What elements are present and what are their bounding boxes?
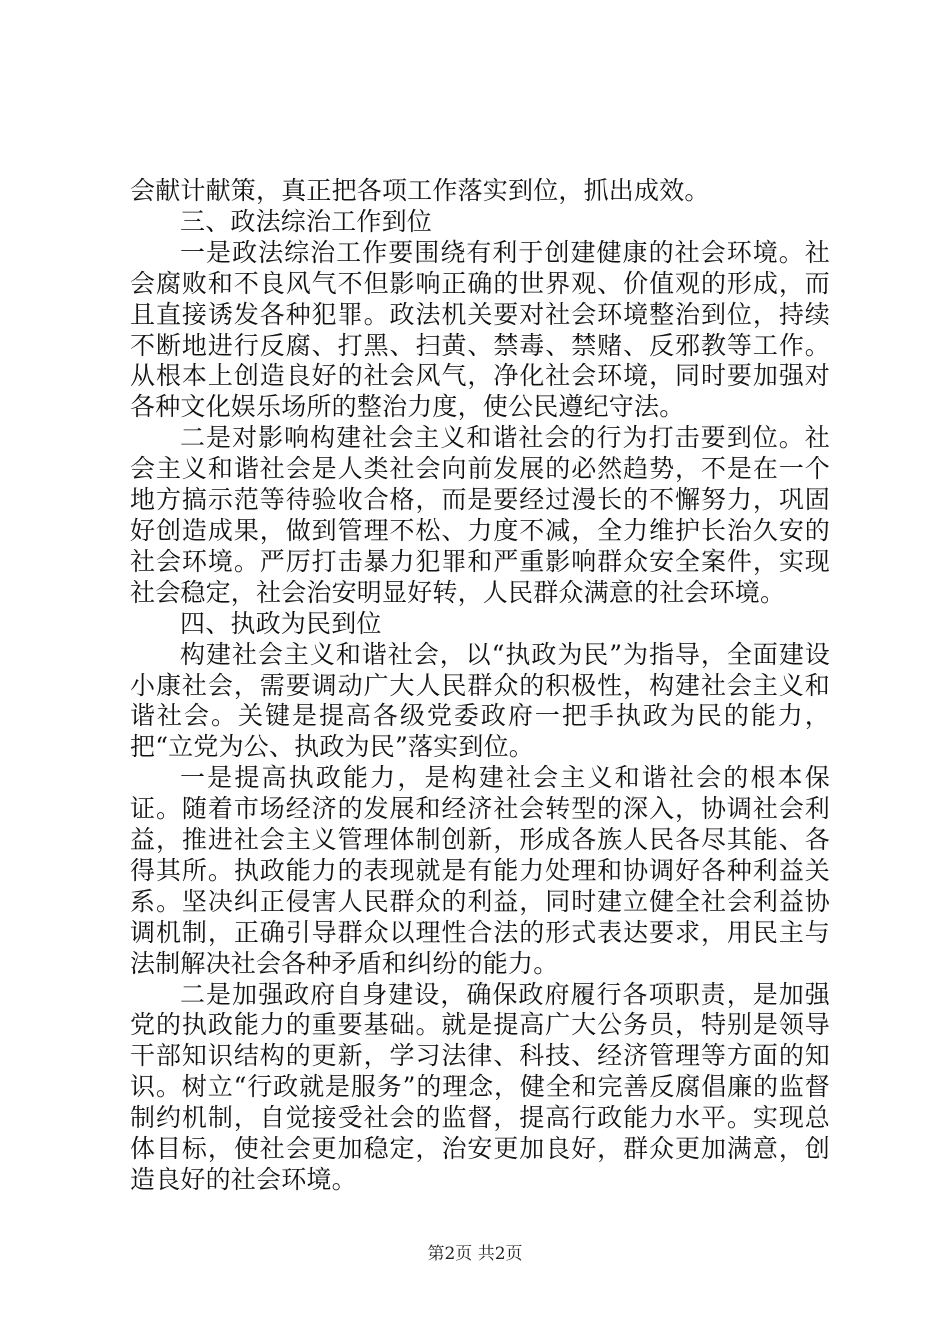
paragraph: 构建社会主义和谐社会，以“执政为民”为指导，全面建设小康社会，需要调动广大人民群众的积极性，构建社会主义和谐社会。关键是提高各级党委政府一把手执政为民的能力，把“立党为公、执政为民”落实到位。 <box>130 639 830 762</box>
paragraph: 二是对影响构建社会主义和谐社会的行为打击要到位。社会主义和谐社会是人类社会向前发展的必然趋势，不是在一个地方搞示范等待验收合格，而是要经过漫长的不懈努力，巩固好创造成果，做到管理不松、力度不减，全力维护长治久安的社会环境。严厉打击暴力犯罪和严重影响群众安全案件，实现社会稳定，社会治安明显好转，人民群众满意的社会环境。 <box>130 423 830 607</box>
paragraph: 一是提高执政能力，是构建社会主义和谐社会的根本保证。随着市场经济的发展和经济社会转型的深入，协调社会利益，推进社会主义管理体制创新，形成各族人民各尽其能、各得其所。执政能力的表现就是有能力处理和协调好各种利益关系。坚决纠正侵害人民群众的利益，同时建立健全社会利益协调机制，正确引导群众以理性合法的形式表达要求，用民主与法制解决社会各种矛盾和纠纷的能力。 <box>130 763 830 978</box>
paragraph: 一是政法综治工作要围绕有利于创建健康的社会环境。社会腐败和不良风气不但影响正确的世界观、价值观的形成，而且直接诱发各种犯罪。政法机关要对社会环境整治到位，持续不断地进行反腐、打黑、扫黄、禁毒、禁赌、反邪教等工作。从根本上创造良好的社会风气，净化社会环境，同时要加强对各种文化娱乐场所的整治力度，使公民遵纪守法。 <box>130 237 830 422</box>
paragraph-continuation: 会献计献策，真正把各项工作落实到位，抓出成效。 <box>130 176 710 205</box>
section-heading-3: 三、政法综治工作到位 <box>180 206 433 236</box>
document-body <box>130 176 830 1196</box>
page-number-footer: 第2页 共2页 <box>427 1244 523 1264</box>
paragraph: 二是加强政府自身建设，确保政府履行各项职责，是加强党的执政能力的重要基础。就是提高广大公务员，特别是领导干部知识结构的更新，学习法律、科技、经济管理等方面的知识。树立“行政就是服务”的理念，健全和完善反腐倡廉的监督制约机制，自觉接受社会的监督，提高行政能力水平。实现总体目标，使社会更加稳定，治安更加良好，群众更加满意，创造良好的社会环境。 <box>130 979 830 1194</box>
section-heading-4: 四、执政为民到位 <box>180 608 382 638</box>
